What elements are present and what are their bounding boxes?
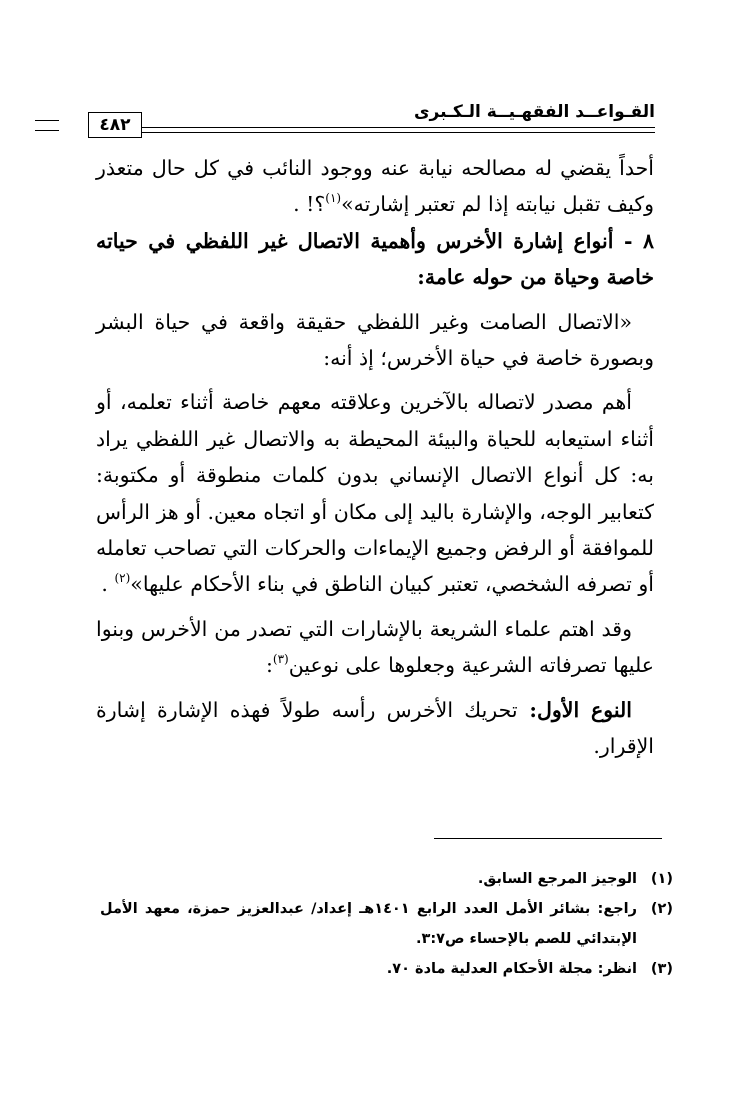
paragraph-end: : [265,653,273,678]
quote-paragraph-2 [96,384,654,602]
footnote-ref-1: (١) [325,191,342,206]
paragraph-continuation [96,150,654,223]
type-label: النوع الأول: [517,697,632,722]
footnote-number: (٢) [650,901,673,917]
section-title: أنواع إشارة الأخرس وأهمية الاتصال غير اللفظي في حياته خاصة وحياة من حوله عامة: [96,228,654,290]
footnote-1 [100,864,673,894]
footnote-text: راجع: بشائر الأمل العدد الرابع ١٤٠١هـ إعداد/ عبدالعزيز حمزة، معهد الأمل الإبتدائي للصم بالإحساء ص٣:٧. [100,901,637,947]
footnote-2 [100,894,673,954]
paragraph-scholars [96,611,654,684]
page-number: ٤٨٢ [88,112,142,138]
book-title: القـواعــد الفقهـيــة الـكـبرى [413,102,655,122]
footnote-number: (٣) [650,961,673,977]
header-ornament [35,120,59,131]
quote-paragraph-1: «الاتصال الصامت وغير اللفظي حقيقة واقعة في حياة البشر وبصورة خاصة في حياة الأخرس؛ إذ أنه: [96,309,654,371]
header-rule [95,127,655,128]
header-rule-inner [95,132,655,133]
section-heading [96,223,654,296]
paragraph-text: وقد اهتم علماء الشريعة بالإشارات التي تصدر من الأخرس وبنوا عليها تصرفاته الشرعية وجعلوها على نوعين [96,616,654,678]
footnotes [100,864,673,984]
running-header [95,100,655,140]
footnote-text: الوجيز المرجع السابق. [477,871,637,887]
quote-text: أهم مصدر لاتصاله بالآخرين وعلاقته معهم خاصة أثناء تعلمه، أو أثناء استيعابه للحياة والبيئة المحيطة به والاتصال غير اللفظي يراد به: كل أنواع الاتصال الإنساني بدون كلمات منطوقة أو مكتوبة: كتعابير الوجه، والإشارة باليد إلى مكان أو اتجاه معين. أو هز الرأس للموافقة أو الرفض وجميع الإيماءات والحركات التي تصاحب تعامله أو تصرفه الشخصي، تعتبر كبيان الناطق في بناء الأحكام عليها» [96,390,654,597]
quote-end: . [101,572,115,597]
section-number: ٨ - [613,228,654,253]
footnote-ref-3: (٣) [272,652,289,667]
footnote-separator [434,838,662,839]
footnote-text: انظر: مجلة الأحكام العدلية مادة ٧٠. [386,961,637,977]
main-text [96,150,654,765]
paragraph-text: أحداً يقضي له مصالحه نيابة عنه ووجود النائب في كل حال متعذر وكيف تقبل نيابته إذا لم تعتبر إشارته» [96,156,654,217]
paragraph-end: ؟! . [293,192,326,217]
footnote-3 [100,954,673,984]
type-text: تحريك الأخرس رأسه طولاً فهذه الإشارة إشارة الإقرار. [96,697,654,759]
paragraph-type-one [96,692,654,765]
footnote-ref-2: (٢) [114,571,131,586]
footnote-number: (١) [650,871,673,887]
